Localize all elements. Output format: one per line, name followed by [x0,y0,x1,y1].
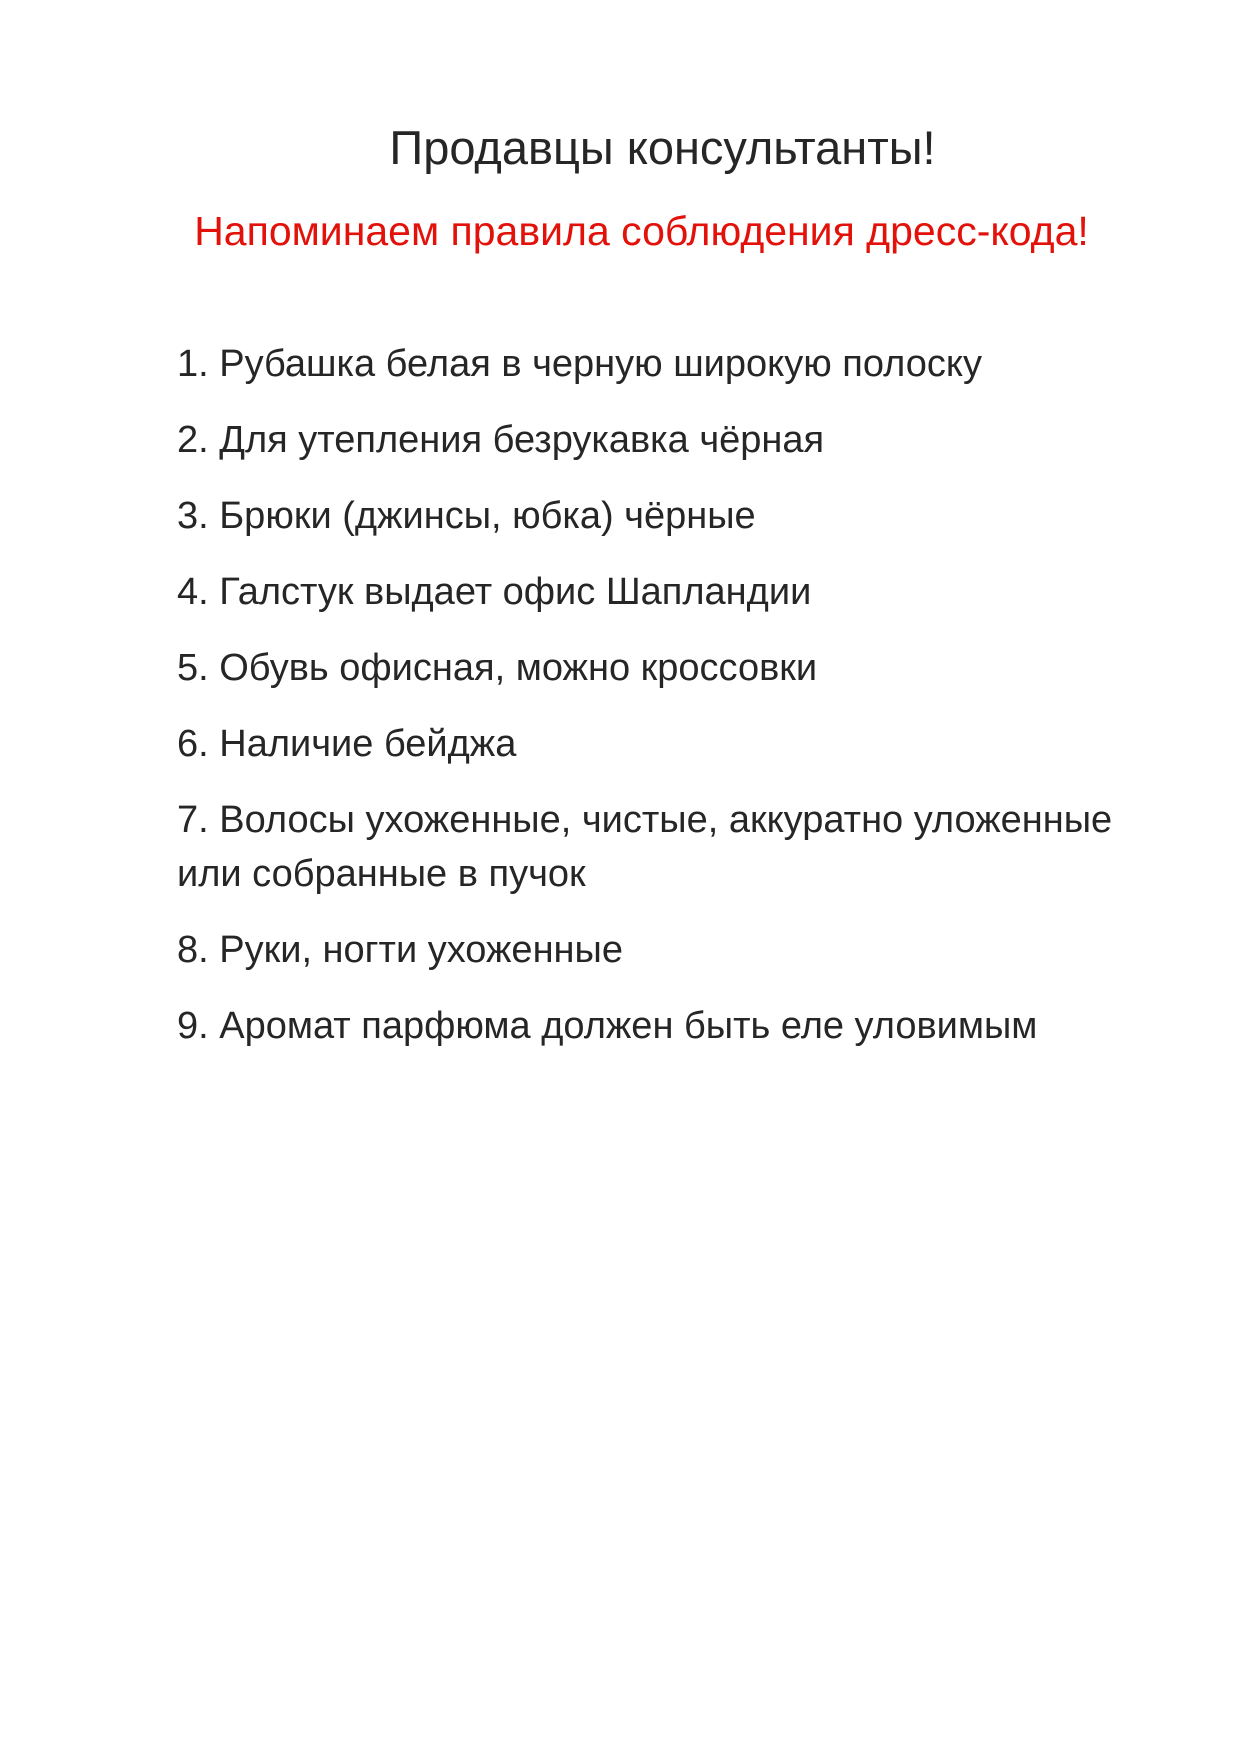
rule-text: 2. Для утепления безрукавка чёрная [177,419,825,461]
rule-text: 3. Брюки (джинсы, юбка) чёрные [177,495,756,537]
rule-text: 6. Наличие бейджа [177,723,517,765]
rule-text: 7. Волосы ухоженные, чистые, аккуратно уложенные или собранные в пучок [177,799,1113,895]
rule-item [177,565,1177,619]
rule-item [177,413,1177,467]
rule-item [177,717,1177,771]
page-title: Продавцы консультанты! [389,121,936,174]
rule-item [177,337,1177,391]
rule-item [177,489,1177,543]
rule-text: 9. Аромат парфюма должен быть еле уловимым [177,1005,1038,1047]
rule-item [177,923,1177,977]
rule-item [177,793,1177,901]
rule-text: 8. Руки, ногти ухоженные [177,929,623,971]
rule-text: 1. Рубашка белая в черную широкую полоску [177,343,982,385]
rule-text: 4. Галстук выдает офис Шапландии [177,571,812,613]
rule-text: 5. Обувь офисная, можно кроссовки [177,647,818,689]
rule-item [177,999,1177,1053]
dress-code-rules-list [177,337,1177,1075]
rule-item [177,641,1177,695]
page-subtitle: Напоминаем правила соблюдения дресс-кода! [194,208,1089,254]
